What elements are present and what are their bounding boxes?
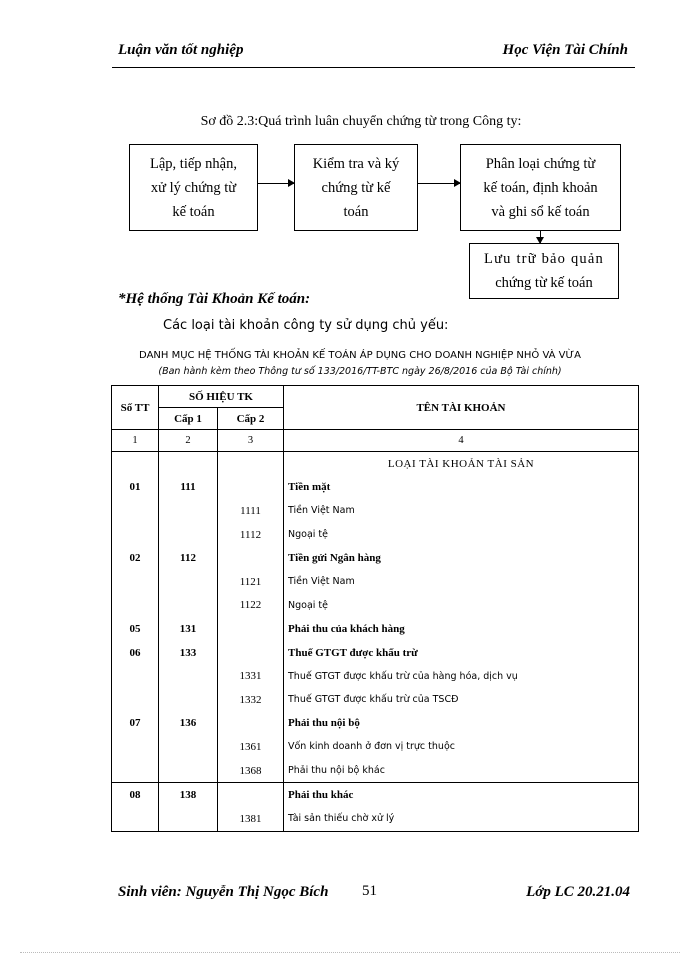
table-row bbox=[112, 641, 639, 665]
row-cap2: 1361 bbox=[218, 735, 284, 759]
row-stt bbox=[112, 664, 159, 688]
row-stt: 06 bbox=[112, 641, 159, 665]
header-institution-label: Học Viện Tài Chính bbox=[502, 42, 628, 58]
row-cap2: 1368 bbox=[218, 759, 284, 783]
row-cap1: 111 bbox=[159, 476, 218, 500]
flow-box-verify-line2: chứng từ kế bbox=[321, 179, 391, 196]
row-cap2: 1112 bbox=[218, 523, 284, 547]
col-number-4: 4 bbox=[284, 430, 639, 452]
row-cap2 bbox=[218, 476, 284, 500]
table-row bbox=[112, 783, 639, 807]
table-row bbox=[112, 617, 639, 641]
footer-class: Lớp LC 20.21.04 bbox=[526, 884, 630, 900]
flow-box-verify-line3: toán bbox=[343, 203, 369, 220]
row-account-name: Tiền mặt bbox=[284, 476, 639, 500]
table-row bbox=[112, 759, 639, 783]
row-cap2: 1332 bbox=[218, 688, 284, 712]
header-so-hieu: SỐ HIỆU TK bbox=[159, 386, 284, 408]
row-account-name: Tiền Việt Nam bbox=[284, 499, 639, 523]
header-ten-tai-khoan: TÊN TÀI KHOẢN bbox=[284, 386, 639, 430]
row-account-name: Phải thu khác bbox=[284, 783, 639, 807]
table-subtitle: (Ban hành kèm theo Thông tư số 133/2016/TT-BTC ngày 26/8/2016 của Bộ Tài chính) bbox=[158, 366, 562, 377]
row-cap1 bbox=[159, 735, 218, 759]
table-row bbox=[112, 476, 639, 500]
row-account-name: Ngoại tệ bbox=[284, 594, 639, 618]
row-cap1: 138 bbox=[159, 783, 218, 807]
flow-arrow-1 bbox=[258, 183, 294, 184]
row-cap1 bbox=[159, 594, 218, 618]
row-stt bbox=[112, 759, 159, 783]
row-cap1: 131 bbox=[159, 617, 218, 641]
footer-student: Sinh viên: Nguyễn Thị Ngọc Bích bbox=[118, 884, 329, 900]
flow-box-record bbox=[129, 144, 258, 231]
header-stt: Số TT bbox=[112, 386, 159, 430]
row-cap1 bbox=[159, 807, 218, 831]
row-account-name: Thuế GTGT được khấu trừ bbox=[284, 641, 639, 665]
row-cap2: 1122 bbox=[218, 594, 284, 618]
flow-box-record-line1: Lập, tiếp nhận, bbox=[150, 155, 237, 172]
row-stt bbox=[112, 688, 159, 712]
col-number-3: 3 bbox=[218, 430, 284, 452]
flow-box-record-line2: xử lý chứng từ bbox=[150, 179, 237, 196]
row-cap2 bbox=[218, 546, 284, 570]
col-number-1: 1 bbox=[112, 430, 159, 452]
row-account-name: Thuế GTGT được khấu trừ của hàng hóa, dịch vụ bbox=[284, 664, 639, 688]
table-row bbox=[112, 712, 639, 736]
row-stt: 01 bbox=[112, 476, 159, 500]
row-cap1 bbox=[159, 759, 218, 783]
row-account-name: Thuế GTGT được khấu trừ của TSCĐ bbox=[284, 688, 639, 712]
row-account-name: Ngoại tệ bbox=[284, 523, 639, 547]
accounts-table bbox=[111, 385, 639, 832]
table-row bbox=[112, 688, 639, 712]
table-row bbox=[112, 594, 639, 618]
flow-box-classify-line1: Phân loại chứng từ bbox=[485, 155, 596, 172]
row-stt: 02 bbox=[112, 546, 159, 570]
flow-arrow-2 bbox=[418, 183, 460, 184]
row-cap1: 112 bbox=[159, 546, 218, 570]
table-row bbox=[112, 570, 639, 594]
row-stt: 05 bbox=[112, 617, 159, 641]
row-cap1 bbox=[159, 688, 218, 712]
flow-box-verify bbox=[294, 144, 418, 231]
row-account-name: Vốn kinh doanh ở đơn vị trực thuộc bbox=[284, 735, 639, 759]
table-row bbox=[112, 499, 639, 523]
diagram-title: Sơ đồ 2.3:Quá trình luân chuyển chứng từ trong Công ty: bbox=[200, 114, 522, 129]
row-cap1 bbox=[159, 664, 218, 688]
row-stt bbox=[112, 570, 159, 594]
table-row bbox=[112, 664, 639, 688]
flow-box-classify-line2: kế toán, định khoản bbox=[483, 179, 598, 196]
row-cap2 bbox=[218, 617, 284, 641]
row-stt bbox=[112, 523, 159, 547]
row-cap1: 133 bbox=[159, 641, 218, 665]
section-heading: *Hệ thống Tài Khoản Kế toán: bbox=[118, 291, 311, 307]
flow-box-record-line3: kế toán bbox=[172, 203, 215, 220]
row-cap2: 1381 bbox=[218, 807, 284, 831]
table-row bbox=[112, 807, 639, 831]
page-edge-divider bbox=[20, 952, 680, 953]
row-cap2: 1111 bbox=[218, 499, 284, 523]
row-stt bbox=[112, 735, 159, 759]
row-stt: 07 bbox=[112, 712, 159, 736]
row-stt bbox=[112, 807, 159, 831]
row-cap2 bbox=[218, 783, 284, 807]
flow-box-verify-line1: Kiểm tra và ký bbox=[312, 155, 400, 172]
flow-box-classify bbox=[460, 144, 621, 231]
row-account-name: Phải thu nội bộ khác bbox=[284, 759, 639, 783]
row-cap2: 1331 bbox=[218, 664, 284, 688]
flow-arrow-3 bbox=[540, 231, 541, 243]
row-cap1 bbox=[159, 570, 218, 594]
header-cap2: Cấp 2 bbox=[218, 408, 284, 430]
row-account-name: Tài sản thiếu chờ xử lý bbox=[284, 807, 639, 831]
flow-box-archive bbox=[469, 243, 619, 299]
row-account-name: Phải thu nội bộ bbox=[284, 712, 639, 736]
col-number-2: 2 bbox=[159, 430, 218, 452]
row-account-name: Phải thu của khách hàng bbox=[284, 617, 639, 641]
row-account-name: Tiền Việt Nam bbox=[284, 570, 639, 594]
row-cap1 bbox=[159, 499, 218, 523]
flow-box-archive-line1: Lưu trữ bảo quản bbox=[484, 251, 604, 267]
group-title: LOẠI TÀI KHOẢN TÀI SẢN bbox=[284, 452, 639, 476]
row-cap2 bbox=[218, 641, 284, 665]
header-cap1: Cấp 1 bbox=[159, 408, 218, 430]
section-intro: Các loại tài khoản công ty sử dụng chủ yếu: bbox=[163, 318, 449, 333]
row-stt bbox=[112, 499, 159, 523]
flow-box-archive-line2: chứng từ kế toán bbox=[495, 275, 593, 291]
row-cap2: 1121 bbox=[218, 570, 284, 594]
row-cap1: 136 bbox=[159, 712, 218, 736]
table-row bbox=[112, 735, 639, 759]
row-cap1 bbox=[159, 523, 218, 547]
row-stt: 08 bbox=[112, 783, 159, 807]
page-number: 51 bbox=[362, 883, 377, 899]
row-stt bbox=[112, 594, 159, 618]
header-rule bbox=[112, 67, 635, 68]
flow-box-classify-line3: và ghi sổ kế toán bbox=[491, 203, 590, 220]
header-thesis-label: Luận văn tốt nghiệp bbox=[118, 42, 244, 58]
table-title: DANH MỤC HỆ THỐNG TÀI KHOẢN KẾ TOÁN ÁP DỤNG CHO DOANH NGHIỆP NHỎ VÀ VỪA bbox=[139, 350, 581, 361]
table-row bbox=[112, 546, 639, 570]
row-account-name: Tiền gửi Ngân hàng bbox=[284, 546, 639, 570]
table-row bbox=[112, 523, 639, 547]
row-cap2 bbox=[218, 712, 284, 736]
